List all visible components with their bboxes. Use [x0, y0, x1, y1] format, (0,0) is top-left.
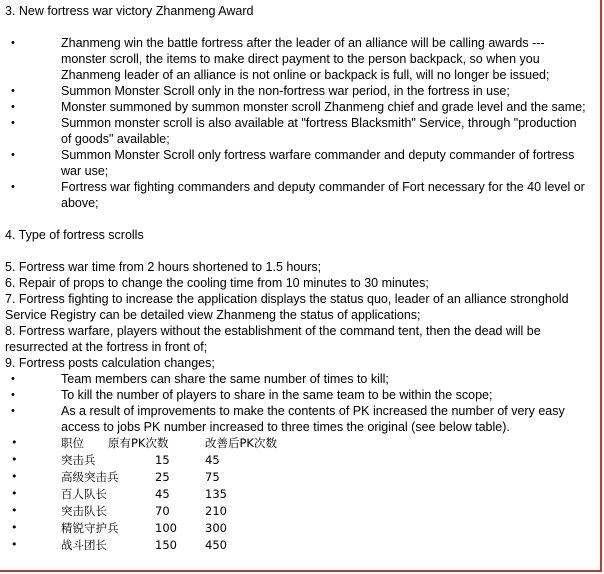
list-item: • Team members can share the same number of times to kill;: [11, 372, 389, 386]
list-item: • Summon monster scroll is also available at "fortress Blacksmith" Service, through "production of goods" available;: [11, 116, 577, 146]
header-original-pk: 原有PK次数: [108, 436, 169, 450]
table-row: • 突击兵 15 45: [11, 453, 220, 467]
list-item: • Summon Monster Scroll only fortress warfare commander and deputy commander of fortress war use;: [11, 148, 575, 178]
item-7: 7. Fortress fighting to increase the application displays the status quo, leader of an alliance stronghold Service Registry can be detailed view Zhanmeng the status of applications;: [5, 292, 569, 322]
list-item: • Monster summoned by summon monster scroll Zhanmeng chief and grade level and the same;: [11, 100, 586, 114]
table-row: • 突击队长 70 210: [11, 504, 227, 518]
table-row: • 精锐守护兵 100 300: [11, 521, 227, 535]
list-item: • As a result of improvements to make the contents of PK increased the number of very easy access to jobs PK number increased to three times the original (see below table).: [11, 404, 565, 434]
item-8: 8. Fortress warfare, players without the establishment of the command tent, then the dead will be resurrected at the fortress in front of;: [5, 324, 541, 354]
pk-table-header: • 职位 原有PK次数 改善后PK次数: [11, 436, 277, 450]
header-position: 职位: [61, 436, 84, 450]
header-improved-pk: 改善后PK次数: [205, 436, 277, 450]
table-row: • 高级突击兵 25 75: [11, 470, 220, 484]
table-row: • 百人队长 45 135: [11, 487, 227, 501]
section-3-title: 3. New fortress war victory Zhanmeng Award: [5, 4, 254, 18]
document-body: [5, 3, 590, 554]
item-6: 6. Repair of props to change the cooling time from 10 minutes to 30 minutes;: [5, 276, 429, 290]
list-item: • To kill the number of players to share in the same team to be within the scope;: [11, 388, 493, 402]
item-5: 5. Fortress war time from 2 hours shortened to 1.5 hours;: [5, 260, 322, 274]
list-item: • Summon Monster Scroll only in the non-fortress war period, in the fortress in use;: [11, 84, 510, 98]
table-row: • 战斗团长 150 450: [11, 538, 227, 552]
item-9: 9. Fortress posts calculation changes;: [5, 356, 215, 370]
section-4-title: 4. Type of fortress scrolls: [5, 228, 144, 242]
list-item: • Fortress war fighting commanders and deputy commander of Fort necessary for the 40 level or above;: [11, 180, 585, 210]
list-item: • Zhanmeng win the battle fortress after the leader of an alliance will be calling awards --- monster scroll, the items to make direct payment to the person backpack, so when you Zhanmeng leader of an alliance is not online or backpack is full, will no longer be issued;: [11, 36, 550, 82]
